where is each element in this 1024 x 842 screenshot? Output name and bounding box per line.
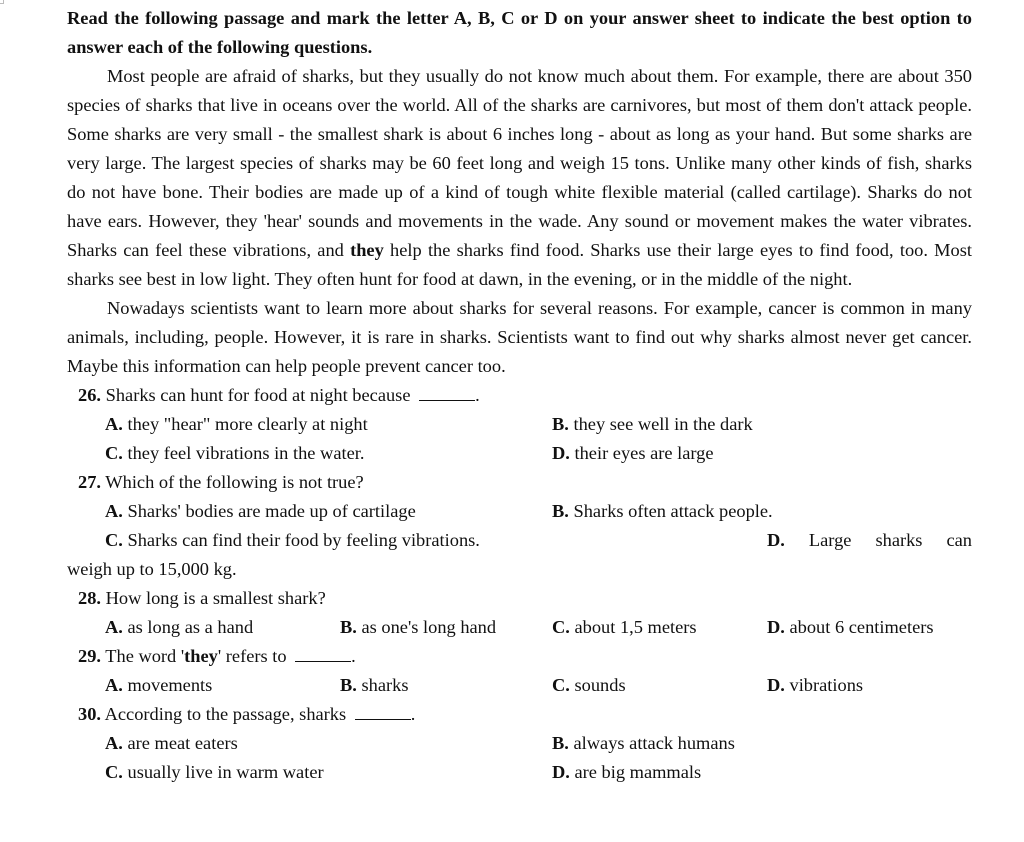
option-a[interactable] [105, 729, 238, 758]
question-26 [67, 381, 972, 410]
options-row [67, 526, 972, 555]
question-stem: Sharks can hunt for food at night because [105, 385, 411, 405]
option-letter: A. [105, 501, 123, 521]
option-c[interactable] [552, 671, 626, 700]
answer-blank [295, 647, 351, 662]
instruction-text: Read the following passage and mark the letter A, B, C or D on your answer sheet to indicate the best option to answer each of the following questions. [67, 8, 972, 57]
passage-bold-word: they [350, 240, 384, 260]
option-d[interactable] [552, 758, 701, 787]
option-text: sharks [361, 675, 409, 695]
option-letter: C. [552, 675, 570, 695]
option-letter: B. [552, 733, 569, 753]
option-letter: B. [340, 675, 357, 695]
options-row [67, 729, 972, 758]
option-letter: A. [105, 414, 123, 434]
question-stem: Which of the following is not true? [105, 472, 364, 492]
option-b[interactable] [552, 497, 773, 526]
options-row [67, 439, 972, 468]
question-stem: How long is a smallest shark? [105, 588, 326, 608]
passage-paragraph-2: Nowadays scientists want to learn more about sharks for several reasons. For example, cancer is common in many animals, including, people. However, it is rare in sharks. Scientists want to find out why sharks almost never get cancer. Maybe this information can help people prevent cancer too. [67, 298, 972, 376]
option-letter: D. [552, 762, 570, 782]
corner-mark [0, 0, 4, 4]
question-stem: ' refers to [217, 646, 287, 666]
passage-paragraph-1 [67, 62, 972, 294]
option-text: Sharks' bodies are made up of cartilage [127, 501, 416, 521]
option-text: movements [127, 675, 213, 695]
options-row [67, 758, 972, 787]
option-text: they feel vibrations in the water. [127, 443, 365, 463]
option-text: Sharks can find their food by feeling vibrations. [127, 530, 480, 550]
options-row [67, 410, 972, 439]
option-letter: D. [552, 443, 570, 463]
option-letter: C. [105, 443, 123, 463]
option-text: as long as a hand [127, 617, 254, 637]
option-text: about 6 centimeters [789, 617, 934, 637]
option-d[interactable] [552, 439, 714, 468]
option-b[interactable] [340, 613, 496, 642]
options-row [67, 613, 972, 642]
option-b[interactable] [552, 729, 735, 758]
option-a[interactable] [105, 671, 212, 700]
option-text: they "hear" more clearly at night [127, 414, 368, 434]
question-30 [67, 700, 972, 729]
question-28 [67, 584, 972, 613]
option-letter: D. [767, 675, 785, 695]
question-number: 30. [78, 704, 101, 724]
question-number: 28. [78, 588, 101, 608]
option-c[interactable] [552, 613, 697, 642]
option-text: vibrations [789, 675, 864, 695]
option-b[interactable] [552, 410, 753, 439]
option-letter: B. [552, 414, 569, 434]
options-row [67, 671, 972, 700]
question-number: 27. [78, 472, 101, 492]
option-text: sounds [574, 675, 626, 695]
option-text: about 1,5 meters [574, 617, 697, 637]
answer-blank [355, 705, 411, 720]
question-suffix: . [475, 385, 480, 405]
question-bold-word: they [184, 646, 218, 666]
question-stem: According to the passage, sharks [104, 704, 347, 724]
question-27 [67, 468, 972, 497]
question-stem: The word ' [105, 646, 185, 666]
option-text: are meat eaters [127, 733, 238, 753]
option-d[interactable] [767, 526, 972, 555]
option-letter: C. [105, 530, 123, 550]
option-a[interactable] [105, 497, 416, 526]
option-d-continuation: weigh up to 15,000 kg. [67, 559, 237, 579]
option-c[interactable] [105, 758, 324, 787]
option-text: always attack humans [573, 733, 735, 753]
option-text: as one's long hand [361, 617, 497, 637]
option-b[interactable] [340, 671, 408, 700]
option-d[interactable] [767, 671, 863, 700]
option-c[interactable] [105, 439, 364, 468]
options-row [67, 497, 972, 526]
option-a[interactable] [105, 613, 253, 642]
question-29 [67, 642, 972, 671]
option-letter: D. [767, 530, 785, 550]
passage-text: help the sharks find food. Sharks use their large eyes to find food, too. Most sharks see best in low light. They often hunt for food at dawn, in the evening, or in the middle of the night. [67, 240, 972, 289]
option-text: Large sharks can [808, 530, 972, 550]
option-text: usually live in warm water [127, 762, 324, 782]
option-letter: A. [105, 617, 123, 637]
option-d[interactable] [767, 613, 934, 642]
document-page [67, 4, 972, 787]
option-letter: A. [105, 733, 123, 753]
option-a[interactable] [105, 410, 368, 439]
question-number: 26. [78, 385, 101, 405]
option-letter: A. [105, 675, 123, 695]
option-letter: B. [552, 501, 569, 521]
question-suffix: . [410, 704, 416, 724]
option-letter: D. [767, 617, 785, 637]
answer-blank [419, 386, 475, 401]
option-letter: C. [552, 617, 570, 637]
question-suffix: . [351, 646, 356, 666]
option-text: are big mammals [574, 762, 702, 782]
option-letter: B. [340, 617, 357, 637]
option-text: Sharks often attack people. [573, 501, 773, 521]
option-text: their eyes are large [574, 443, 714, 463]
option-c[interactable] [105, 526, 480, 555]
question-number: 29. [78, 646, 101, 666]
option-letter: C. [105, 762, 123, 782]
passage-text: Most people are afraid of sharks, but they usually do not know much about them. For example, there are about 350 species of sharks that live in oceans over the world. All of the sharks are carnivores, but most of them don't attack people. Some sharks are very small - the smallest shark is about 6 inches long - about as long as your hand. But some sharks are very large. The largest species of sharks may be 60 feet long and weigh 15 tons. Unlike many other kinds of fish, sharks do not have bone. Their bodies are made up of a kind of tough white flexible material (called cartilage). Sharks do not have ears. However, they 'hear' sounds and movements in the wade. Any sound or movement makes the water vibrates. Sharks can feel these vibrations, and [67, 66, 972, 260]
option-text: they see well in the dark [573, 414, 753, 434]
